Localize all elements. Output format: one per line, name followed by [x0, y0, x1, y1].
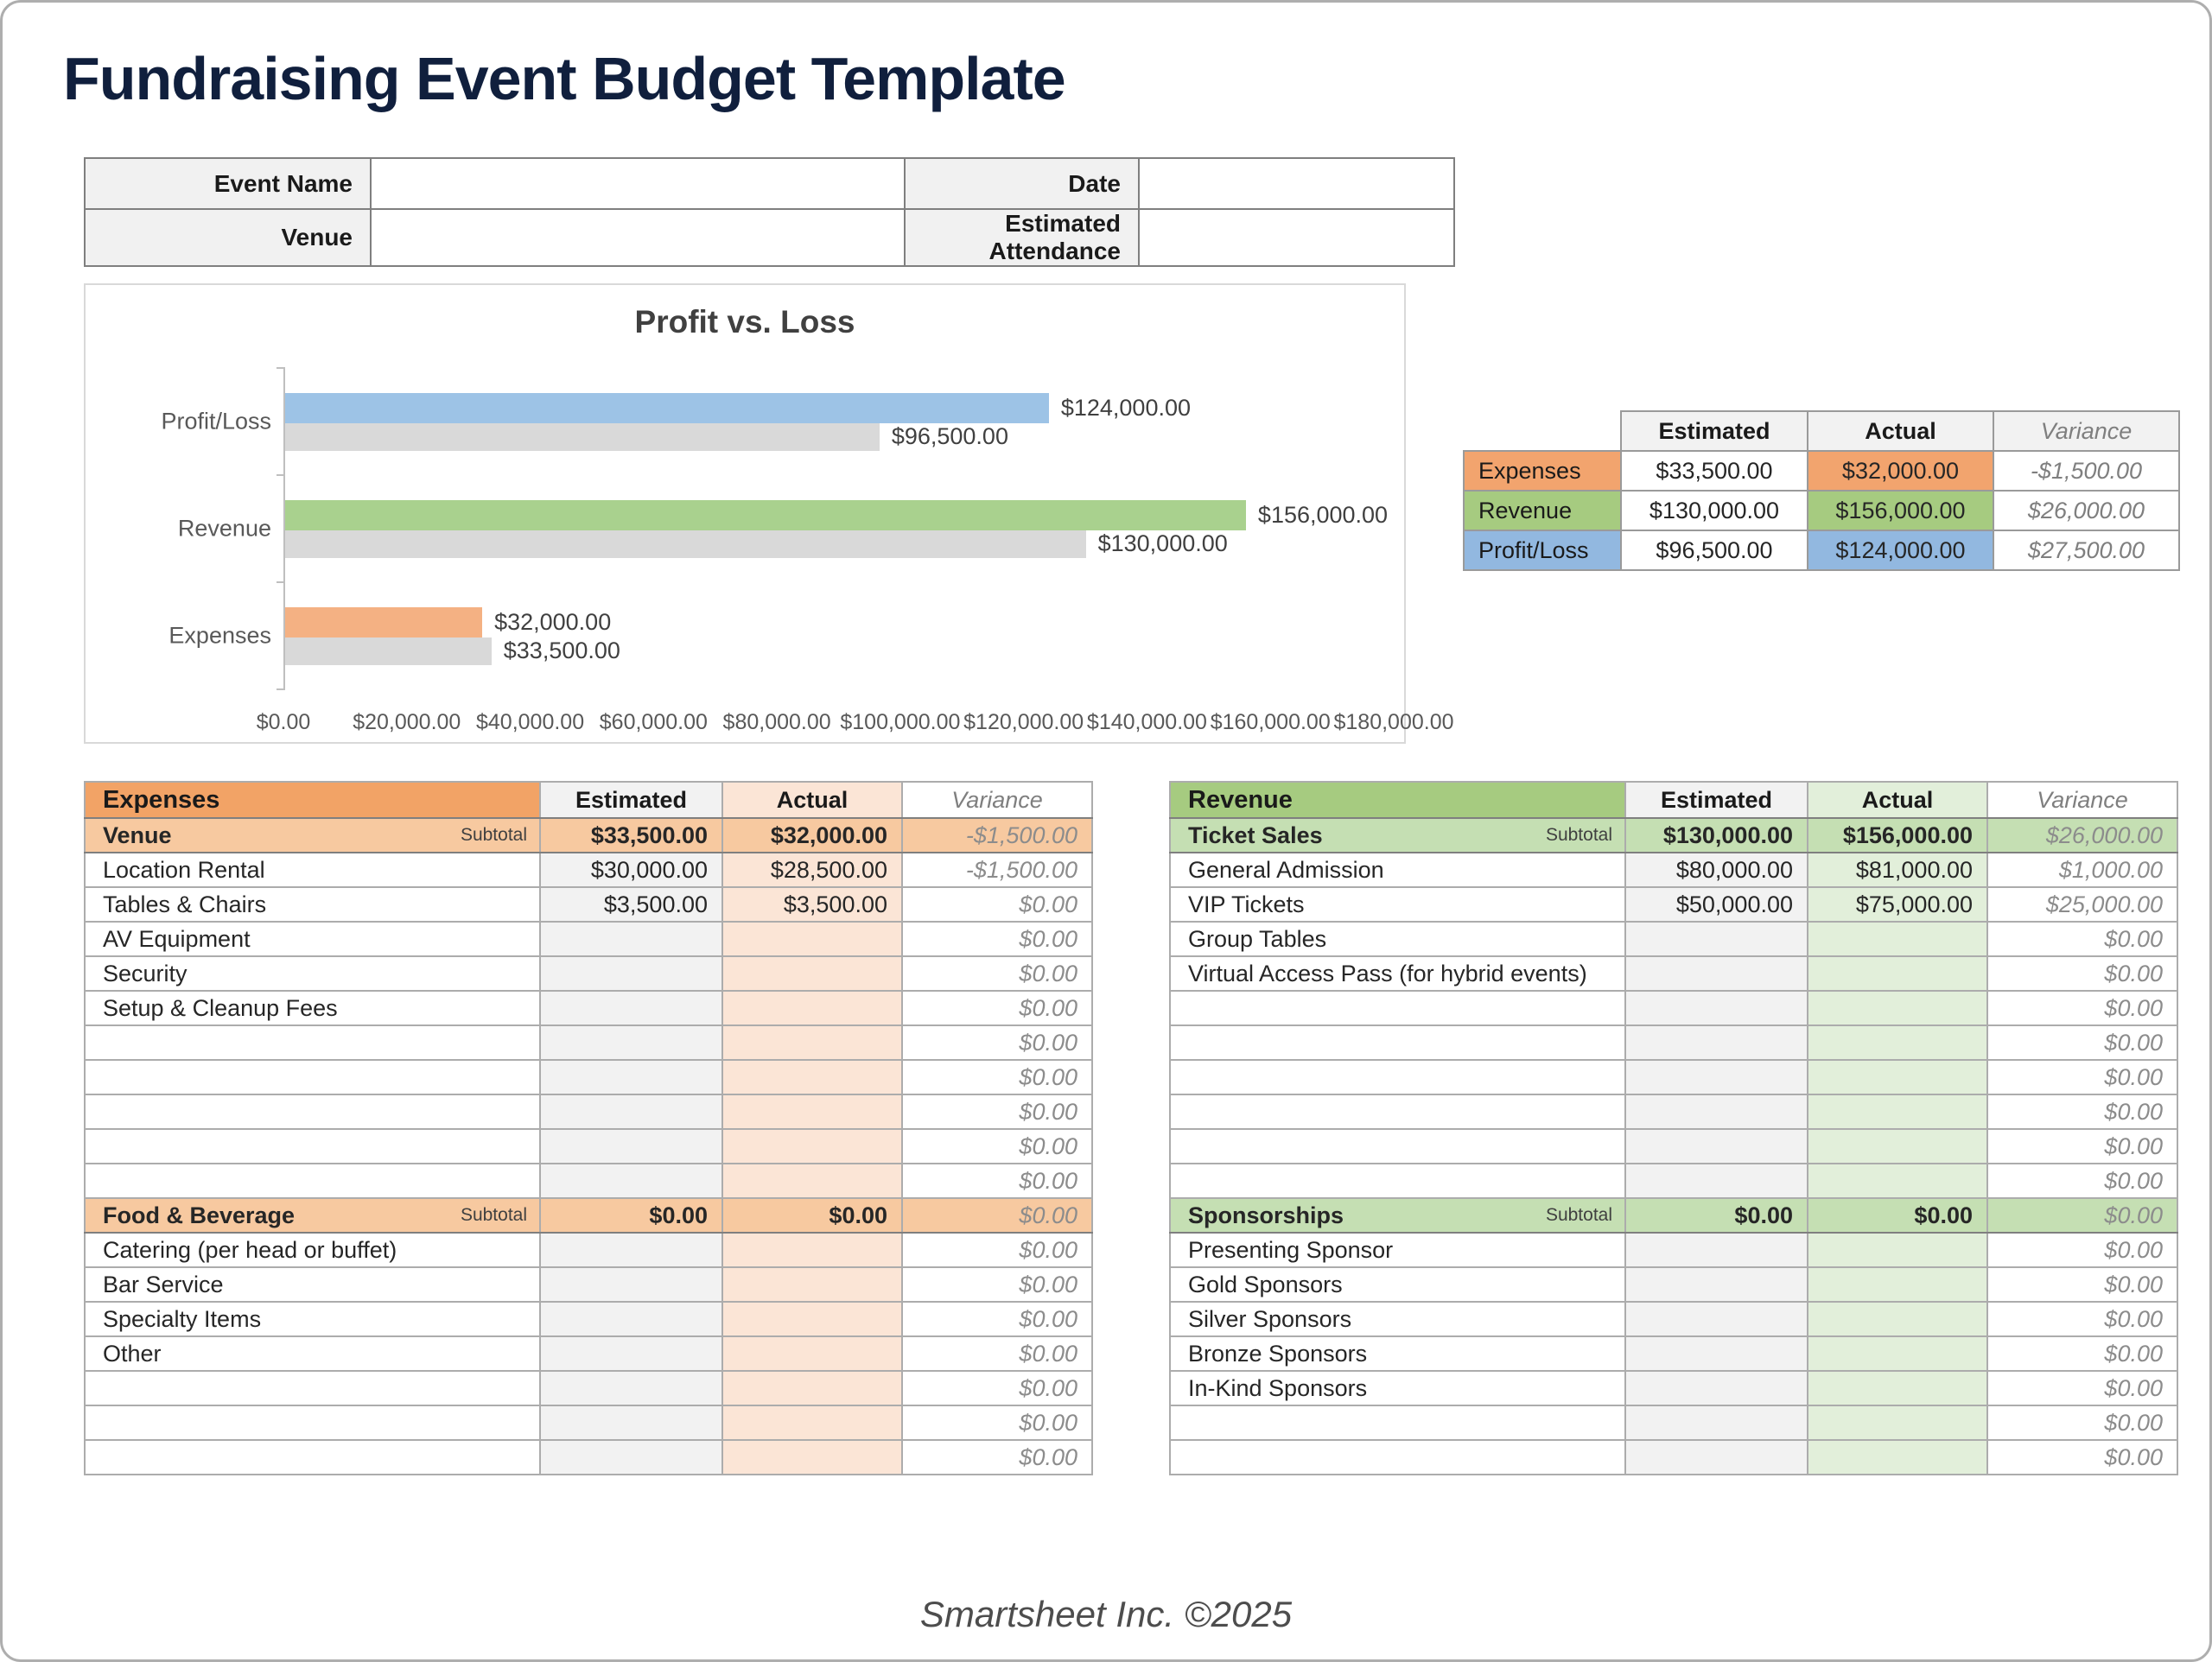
- revenue-item-row: [1170, 1302, 2177, 1336]
- chart-bar-row-actual: [285, 393, 1394, 423]
- revenue-variance-cell[interactable]: $0.00: [1987, 1233, 2177, 1267]
- x-axis-tick-label: $160,000.00: [1210, 710, 1331, 734]
- revenue-variance-cell[interactable]: $0.00: [1987, 1164, 2177, 1198]
- actual-bar-value: $32,000.00: [494, 608, 612, 635]
- expense-estimated-cell[interactable]: $30,000.00: [540, 853, 722, 887]
- chart-x-axis-labels: [256, 710, 1454, 736]
- revenue-item-row: [1170, 887, 2177, 922]
- revenue-variance-cell[interactable]: $0.00: [1987, 1405, 2177, 1440]
- revenue-actual-cell[interactable]: [1808, 1164, 1987, 1198]
- revenue-item-row: [1170, 1129, 2177, 1164]
- revenue-actual-cell[interactable]: [1808, 1094, 1987, 1129]
- x-axis-tick-label: $80,000.00: [722, 710, 831, 734]
- revenue-estimated-cell[interactable]: [1625, 1164, 1808, 1198]
- actual-bar: [285, 393, 1049, 423]
- expense-item-row: [85, 1060, 1092, 1094]
- summary-variance-cell[interactable]: $27,500.00: [1993, 530, 2179, 570]
- chart-category-label: Expenses: [168, 622, 271, 649]
- revenue-item-cell[interactable]: Virtual Access Pass (for hybrid events): [1170, 956, 1625, 991]
- summary-variance-cell[interactable]: $26,000.00: [1993, 491, 2179, 530]
- estimated-bar: [285, 423, 880, 451]
- summary-row: [1464, 451, 2179, 491]
- expense-item-cell[interactable]: AV Equipment: [85, 922, 540, 956]
- expense-item-row: [85, 1025, 1092, 1060]
- expense-section-name: [85, 818, 540, 853]
- estimated-bar-value: $33,500.00: [503, 638, 620, 663]
- revenue-estimated-cell[interactable]: [1625, 1405, 1808, 1440]
- event-info-value-cell[interactable]: [1139, 158, 1454, 209]
- estimated-bar: [285, 638, 492, 665]
- expense-estimated-cell[interactable]: [540, 1094, 722, 1129]
- expense-actual-cell[interactable]: [722, 922, 902, 956]
- revenue-item-row: [1170, 956, 2177, 991]
- expense-actual-cell[interactable]: [722, 1302, 902, 1336]
- actual-bar: [285, 500, 1246, 530]
- expense-actual-cell[interactable]: [722, 1094, 902, 1129]
- event-info-table: [84, 157, 1455, 267]
- revenue-estimated-cell[interactable]: [1625, 1440, 1808, 1475]
- revenue-subtotal-variance: $0.00: [1987, 1198, 2177, 1233]
- revenue-actual-cell[interactable]: [1808, 1267, 1987, 1302]
- summary-actual-cell[interactable]: $124,000.00: [1808, 530, 1993, 570]
- section-name-label: Food & Beverage: [103, 1202, 296, 1228]
- expense-estimated-cell[interactable]: [540, 1336, 722, 1371]
- expense-item-row: [85, 853, 1092, 887]
- expense-item-cell[interactable]: Other: [85, 1336, 540, 1371]
- expense-actual-cell[interactable]: [722, 1129, 902, 1164]
- revenue-actual-cell[interactable]: [1808, 1336, 1987, 1371]
- revenue-header-variance: Variance: [1987, 782, 2177, 818]
- summary-header-estimated: Estimated: [1621, 411, 1808, 451]
- expense-actual-cell[interactable]: [722, 1025, 902, 1060]
- expense-item-cell[interactable]: [85, 1129, 540, 1164]
- expense-subtotal-actual: $0.00: [722, 1198, 902, 1233]
- expense-variance-cell[interactable]: $0.00: [902, 1336, 1092, 1371]
- revenue-subtotal-actual: $156,000.00: [1808, 818, 1987, 853]
- revenue-actual-cell[interactable]: [1808, 1060, 1987, 1094]
- revenue-header-estimated: Estimated: [1625, 782, 1808, 818]
- revenue-estimated-cell[interactable]: [1625, 1302, 1808, 1336]
- expense-actual-cell[interactable]: [722, 1267, 902, 1302]
- expense-header-actual: Actual: [722, 782, 902, 818]
- summary-actual-cell[interactable]: $32,000.00: [1808, 451, 1993, 491]
- x-axis-tick-label: $0.00: [256, 710, 311, 734]
- revenue-item-cell[interactable]: [1170, 1129, 1625, 1164]
- profit-loss-chart: [84, 283, 1454, 744]
- expense-item-row: [85, 1129, 1092, 1164]
- revenue-subtotal-row: [1170, 1198, 2177, 1233]
- revenue-actual-cell[interactable]: [1808, 991, 1987, 1025]
- estimated-bar-value: $96,500.00: [891, 423, 1008, 449]
- revenue-item-row: [1170, 853, 2177, 887]
- revenue-item-row: [1170, 1164, 2177, 1198]
- summary-actual-cell[interactable]: $156,000.00: [1808, 491, 1993, 530]
- actual-bar: [285, 607, 482, 638]
- expense-item-cell[interactable]: Setup & Cleanup Fees: [85, 991, 540, 1025]
- revenue-estimated-cell[interactable]: [1625, 1371, 1808, 1405]
- expense-variance-cell[interactable]: $0.00: [902, 1371, 1092, 1405]
- revenue-variance-cell[interactable]: $0.00: [1987, 1129, 2177, 1164]
- revenue-header-row: [1170, 782, 2177, 818]
- expense-variance-cell[interactable]: $0.00: [902, 1094, 1092, 1129]
- summary-header-row: [1464, 411, 2179, 451]
- revenue-estimated-cell[interactable]: [1625, 1267, 1808, 1302]
- x-axis-tick-label: $20,000.00: [353, 710, 461, 734]
- chart-plot: [161, 368, 1394, 689]
- summary-corner-cell: [1464, 411, 1621, 451]
- expense-variance-cell[interactable]: $0.00: [902, 1164, 1092, 1198]
- revenue-variance-cell[interactable]: $0.00: [1987, 1025, 2177, 1060]
- revenue-item-cell[interactable]: Silver Sponsors: [1170, 1302, 1625, 1336]
- revenue-variance-cell[interactable]: $0.00: [1987, 922, 2177, 956]
- revenue-actual-cell[interactable]: [1808, 922, 1987, 956]
- expense-item-row: [85, 1164, 1092, 1198]
- revenue-variance-cell[interactable]: $0.00: [1987, 1060, 2177, 1094]
- expense-variance-cell[interactable]: $0.00: [902, 991, 1092, 1025]
- summary-estimated-cell[interactable]: $96,500.00: [1621, 530, 1808, 570]
- expense-subtotal-row: [85, 818, 1092, 853]
- event-info-label: Estimated Attendance: [905, 209, 1139, 266]
- expense-header-variance: Variance: [902, 782, 1092, 818]
- revenue-variance-cell[interactable]: $25,000.00: [1987, 887, 2177, 922]
- chart-bar-row-estimated: [285, 638, 1394, 665]
- expense-item-row: [85, 1336, 1092, 1371]
- revenue-estimated-cell[interactable]: $80,000.00: [1625, 853, 1808, 887]
- expense-subtotal-actual: $32,000.00: [722, 818, 902, 853]
- chart-bar-row-estimated: [285, 423, 1394, 451]
- expense-item-row: [85, 1302, 1092, 1336]
- summary-row-label: Revenue: [1464, 491, 1621, 530]
- expense-estimated-cell[interactable]: [540, 1233, 722, 1267]
- revenue-variance-cell[interactable]: $0.00: [1987, 1371, 2177, 1405]
- revenue-item-row: [1170, 922, 2177, 956]
- expense-estimated-cell[interactable]: [540, 1060, 722, 1094]
- expense-actual-cell[interactable]: [722, 1405, 902, 1440]
- expense-variance-cell[interactable]: $0.00: [902, 887, 1092, 922]
- actual-bar-value: $124,000.00: [1060, 394, 1191, 421]
- chart-bar-row-estimated: [285, 530, 1394, 558]
- expense-variance-cell[interactable]: $0.00: [902, 1233, 1092, 1267]
- revenue-actual-cell[interactable]: [1808, 1025, 1987, 1060]
- expense-estimated-cell[interactable]: [540, 956, 722, 991]
- expense-estimated-cell[interactable]: [540, 1371, 722, 1405]
- revenue-section-name: [1170, 818, 1625, 853]
- event-info-label: Event Name: [85, 158, 371, 209]
- expense-variance-cell[interactable]: -$1,500.00: [902, 853, 1092, 887]
- subtotal-label: Subtotal: [1545, 1205, 1612, 1225]
- revenue-subtotal-row: [1170, 818, 2177, 853]
- revenue-estimated-cell[interactable]: [1625, 922, 1808, 956]
- revenue-item-row: [1170, 1094, 2177, 1129]
- revenue-item-row: [1170, 1440, 2177, 1475]
- revenue-variance-cell[interactable]: $0.00: [1987, 1440, 2177, 1475]
- revenue-actual-cell[interactable]: [1808, 1405, 1987, 1440]
- summary-estimated-cell[interactable]: $130,000.00: [1621, 491, 1808, 530]
- x-axis-tick-label: $40,000.00: [475, 710, 585, 734]
- expense-subtotal-row: [85, 1198, 1092, 1233]
- expense-variance-cell[interactable]: $0.00: [902, 922, 1092, 956]
- expense-variance-cell[interactable]: $0.00: [902, 1267, 1092, 1302]
- actual-bar-value: $156,000.00: [1257, 501, 1389, 528]
- estimated-bar: [285, 530, 1086, 558]
- expense-item-cell[interactable]: [85, 1405, 540, 1440]
- summary-row: [1464, 491, 2179, 530]
- revenue-subtotal-actual: $0.00: [1808, 1198, 1987, 1233]
- estimated-bar-value: $130,000.00: [1097, 530, 1228, 556]
- revenue-item-cell[interactable]: Group Tables: [1170, 922, 1625, 956]
- revenue-item-cell[interactable]: [1170, 991, 1625, 1025]
- axis-tick: [276, 688, 285, 690]
- revenue-estimated-cell[interactable]: [1625, 991, 1808, 1025]
- revenue-subtotal-estimated: $130,000.00: [1625, 818, 1808, 853]
- expense-variance-cell[interactable]: $0.00: [902, 956, 1092, 991]
- expense-actual-cell[interactable]: [722, 1440, 902, 1475]
- revenue-item-row: [1170, 1233, 2177, 1267]
- summary-estimated-cell[interactable]: $33,500.00: [1621, 451, 1808, 491]
- expense-item-cell[interactable]: Bar Service: [85, 1267, 540, 1302]
- event-info-row: [85, 209, 1454, 266]
- subtotal-label: Subtotal: [460, 1205, 527, 1225]
- revenue-actual-cell[interactable]: [1808, 1129, 1987, 1164]
- revenue-actual-cell[interactable]: $81,000.00: [1808, 853, 1987, 887]
- expense-actual-cell[interactable]: $3,500.00: [722, 887, 902, 922]
- expense-item-cell[interactable]: [85, 1094, 540, 1129]
- page-title: Fundraising Event Budget Template: [63, 45, 1065, 112]
- expense-item-cell[interactable]: [85, 1371, 540, 1405]
- expense-variance-cell[interactable]: $0.00: [902, 1302, 1092, 1336]
- chart-category-group: [161, 368, 1394, 475]
- revenue-item-row: [1170, 1267, 2177, 1302]
- revenue-table: [1169, 781, 2178, 1475]
- revenue-item-row: [1170, 1336, 2177, 1371]
- expense-actual-cell[interactable]: [722, 1060, 902, 1094]
- revenue-item-cell[interactable]: [1170, 1405, 1625, 1440]
- expense-item-row: [85, 1267, 1092, 1302]
- footer-copyright: Smartsheet Inc. ©2025: [919, 1594, 1293, 1634]
- expense-item-cell[interactable]: Security: [85, 956, 540, 991]
- revenue-actual-cell[interactable]: [1808, 1371, 1987, 1405]
- revenue-item-cell[interactable]: [1170, 1025, 1625, 1060]
- expense-estimated-cell[interactable]: [540, 1267, 722, 1302]
- chart-bar-row-actual: [285, 607, 1394, 638]
- expense-item-row: [85, 1094, 1092, 1129]
- revenue-item-cell[interactable]: VIP Tickets: [1170, 887, 1625, 922]
- expense-item-cell[interactable]: Location Rental: [85, 853, 540, 887]
- revenue-item-row: [1170, 1025, 2177, 1060]
- summary-row: [1464, 530, 2179, 570]
- revenue-estimated-cell[interactable]: [1625, 1129, 1808, 1164]
- subtotal-label: Subtotal: [1545, 825, 1612, 845]
- revenue-item-cell[interactable]: Presenting Sponsor: [1170, 1233, 1625, 1267]
- expense-item-cell[interactable]: Specialty Items: [85, 1302, 540, 1336]
- revenue-estimated-cell[interactable]: [1625, 1336, 1808, 1371]
- expense-item-row: [85, 1405, 1092, 1440]
- expense-estimated-cell[interactable]: [540, 1164, 722, 1198]
- axis-tick: [276, 474, 285, 476]
- revenue-item-row: [1170, 1405, 2177, 1440]
- expense-subtotal-estimated: $0.00: [540, 1198, 722, 1233]
- expense-variance-cell[interactable]: $0.00: [902, 1025, 1092, 1060]
- revenue-variance-cell[interactable]: $0.00: [1987, 1336, 2177, 1371]
- chart-bar-row-actual: [285, 500, 1394, 530]
- revenue-variance-cell[interactable]: $0.00: [1987, 1302, 2177, 1336]
- revenue-header-actual: Actual: [1808, 782, 1987, 818]
- revenue-item-cell[interactable]: General Admission: [1170, 853, 1625, 887]
- revenue-estimated-cell[interactable]: [1625, 956, 1808, 991]
- event-info-label: Date: [905, 158, 1139, 209]
- expense-item-cell[interactable]: [85, 1025, 540, 1060]
- chart-category-label: Revenue: [177, 515, 271, 542]
- event-info-value-cell[interactable]: [1139, 209, 1454, 266]
- axis-tick: [276, 367, 285, 369]
- expense-variance-cell[interactable]: $0.00: [902, 1060, 1092, 1094]
- revenue-estimated-cell[interactable]: $50,000.00: [1625, 887, 1808, 922]
- chart-category-group: [177, 475, 1394, 582]
- expense-actual-cell[interactable]: [722, 1371, 902, 1405]
- expense-item-cell[interactable]: Tables & Chairs: [85, 887, 540, 922]
- expense-actual-cell[interactable]: [722, 991, 902, 1025]
- event-info-label: Venue: [85, 209, 371, 266]
- x-axis-tick-label: $180,000.00: [1333, 710, 1454, 734]
- revenue-actual-cell[interactable]: [1808, 1440, 1987, 1475]
- expense-item-row: [85, 1371, 1092, 1405]
- revenue-item-cell[interactable]: [1170, 1440, 1625, 1475]
- expense-subtotal-variance: $0.00: [902, 1198, 1092, 1233]
- revenue-estimated-cell[interactable]: [1625, 1233, 1808, 1267]
- expense-estimated-cell[interactable]: [540, 1405, 722, 1440]
- subtotal-label: Subtotal: [460, 825, 527, 845]
- summary-table: [1463, 410, 2180, 571]
- revenue-item-row: [1170, 1371, 2177, 1405]
- revenue-item-cell[interactable]: Gold Sponsors: [1170, 1267, 1625, 1302]
- expense-item-cell[interactable]: [85, 1060, 540, 1094]
- expense-subtotal-estimated: $33,500.00: [540, 818, 722, 853]
- chart-title: Profit vs. Loss: [634, 304, 855, 339]
- summary-variance-cell[interactable]: -$1,500.00: [1993, 451, 2179, 491]
- expenses-table: [84, 781, 1093, 1475]
- revenue-variance-cell[interactable]: $1,000.00: [1987, 853, 2177, 887]
- expense-estimated-cell[interactable]: [540, 922, 722, 956]
- summary-row-label: Profit/Loss: [1464, 530, 1621, 570]
- expense-item-row: [85, 1440, 1092, 1475]
- expense-estimated-cell[interactable]: $3,500.00: [540, 887, 722, 922]
- expense-item-row: [85, 956, 1092, 991]
- expense-estimated-cell[interactable]: [540, 1302, 722, 1336]
- revenue-variance-cell[interactable]: $0.00: [1987, 1094, 2177, 1129]
- x-axis-tick-label: $100,000.00: [840, 710, 961, 734]
- event-info-row: [85, 158, 1454, 209]
- revenue-item-cell[interactable]: [1170, 1164, 1625, 1198]
- expense-item-cell[interactable]: [85, 1440, 540, 1475]
- expense-variance-cell[interactable]: $0.00: [902, 1440, 1092, 1475]
- revenue-table-title: Revenue: [1170, 782, 1625, 818]
- summary-header-actual: Actual: [1808, 411, 1993, 451]
- revenue-item-cell[interactable]: In-Kind Sponsors: [1170, 1371, 1625, 1405]
- x-axis-tick-label: $120,000.00: [963, 710, 1084, 734]
- revenue-estimated-cell[interactable]: [1625, 1025, 1808, 1060]
- event-info-value-cell[interactable]: [371, 158, 905, 209]
- revenue-actual-cell[interactable]: [1808, 1233, 1987, 1267]
- revenue-item-row: [1170, 991, 2177, 1025]
- expense-actual-cell[interactable]: [722, 956, 902, 991]
- expense-item-cell[interactable]: Catering (per head or buffet): [85, 1233, 540, 1267]
- revenue-actual-cell[interactable]: [1808, 956, 1987, 991]
- expense-actual-cell[interactable]: $28,500.00: [722, 853, 902, 887]
- revenue-variance-cell[interactable]: $0.00: [1987, 991, 2177, 1025]
- section-name-label: Sponsorships: [1188, 1202, 1344, 1228]
- expense-item-row: [85, 887, 1092, 922]
- revenue-actual-cell[interactable]: [1808, 1302, 1987, 1336]
- revenue-item-row: [1170, 1060, 2177, 1094]
- expense-section-name: [85, 1198, 540, 1233]
- expenses-table-body: [85, 782, 1092, 1475]
- expense-header-row: [85, 782, 1092, 818]
- expense-estimated-cell[interactable]: [540, 1129, 722, 1164]
- expense-estimated-cell[interactable]: [540, 991, 722, 1025]
- revenue-actual-cell[interactable]: $75,000.00: [1808, 887, 1987, 922]
- revenue-table-body: [1170, 782, 2177, 1475]
- event-info-body: [85, 158, 1454, 266]
- axis-tick: [276, 581, 285, 583]
- expense-estimated-cell[interactable]: [540, 1025, 722, 1060]
- expense-variance-cell[interactable]: $0.00: [902, 1129, 1092, 1164]
- summary-row-label: Expenses: [1464, 451, 1621, 491]
- x-axis-tick-label: $60,000.00: [599, 710, 708, 734]
- expense-item-row: [85, 991, 1092, 1025]
- revenue-item-cell[interactable]: [1170, 1060, 1625, 1094]
- revenue-estimated-cell[interactable]: [1625, 1060, 1808, 1094]
- x-axis-tick-label: $140,000.00: [1086, 710, 1207, 734]
- revenue-estimated-cell[interactable]: [1625, 1094, 1808, 1129]
- section-name-label: Venue: [103, 821, 172, 848]
- expense-item-row: [85, 922, 1092, 956]
- expense-item-row: [85, 1233, 1092, 1267]
- expense-table-title: Expenses: [85, 782, 540, 818]
- summary-table-body: [1464, 411, 2179, 570]
- summary-header-variance: Variance: [1993, 411, 2179, 451]
- expense-item-cell[interactable]: [85, 1164, 540, 1198]
- expense-actual-cell[interactable]: [722, 1164, 902, 1198]
- revenue-variance-cell[interactable]: $0.00: [1987, 1267, 2177, 1302]
- expense-actual-cell[interactable]: [722, 1233, 902, 1267]
- chart-category-label: Profit/Loss: [161, 408, 271, 435]
- revenue-item-cell[interactable]: [1170, 1094, 1625, 1129]
- revenue-section-name: [1170, 1198, 1625, 1233]
- revenue-subtotal-variance: $26,000.00: [1987, 818, 2177, 853]
- expense-variance-cell[interactable]: $0.00: [902, 1405, 1092, 1440]
- revenue-item-cell[interactable]: Bronze Sponsors: [1170, 1336, 1625, 1371]
- expense-subtotal-variance: -$1,500.00: [902, 818, 1092, 853]
- expense-actual-cell[interactable]: [722, 1336, 902, 1371]
- revenue-subtotal-estimated: $0.00: [1625, 1198, 1808, 1233]
- section-name-label: Ticket Sales: [1188, 821, 1323, 848]
- expense-header-estimated: Estimated: [540, 782, 722, 818]
- revenue-variance-cell[interactable]: $0.00: [1987, 956, 2177, 991]
- event-info-value-cell[interactable]: [371, 209, 905, 266]
- chart-category-group: [168, 582, 1394, 689]
- expense-estimated-cell[interactable]: [540, 1440, 722, 1475]
